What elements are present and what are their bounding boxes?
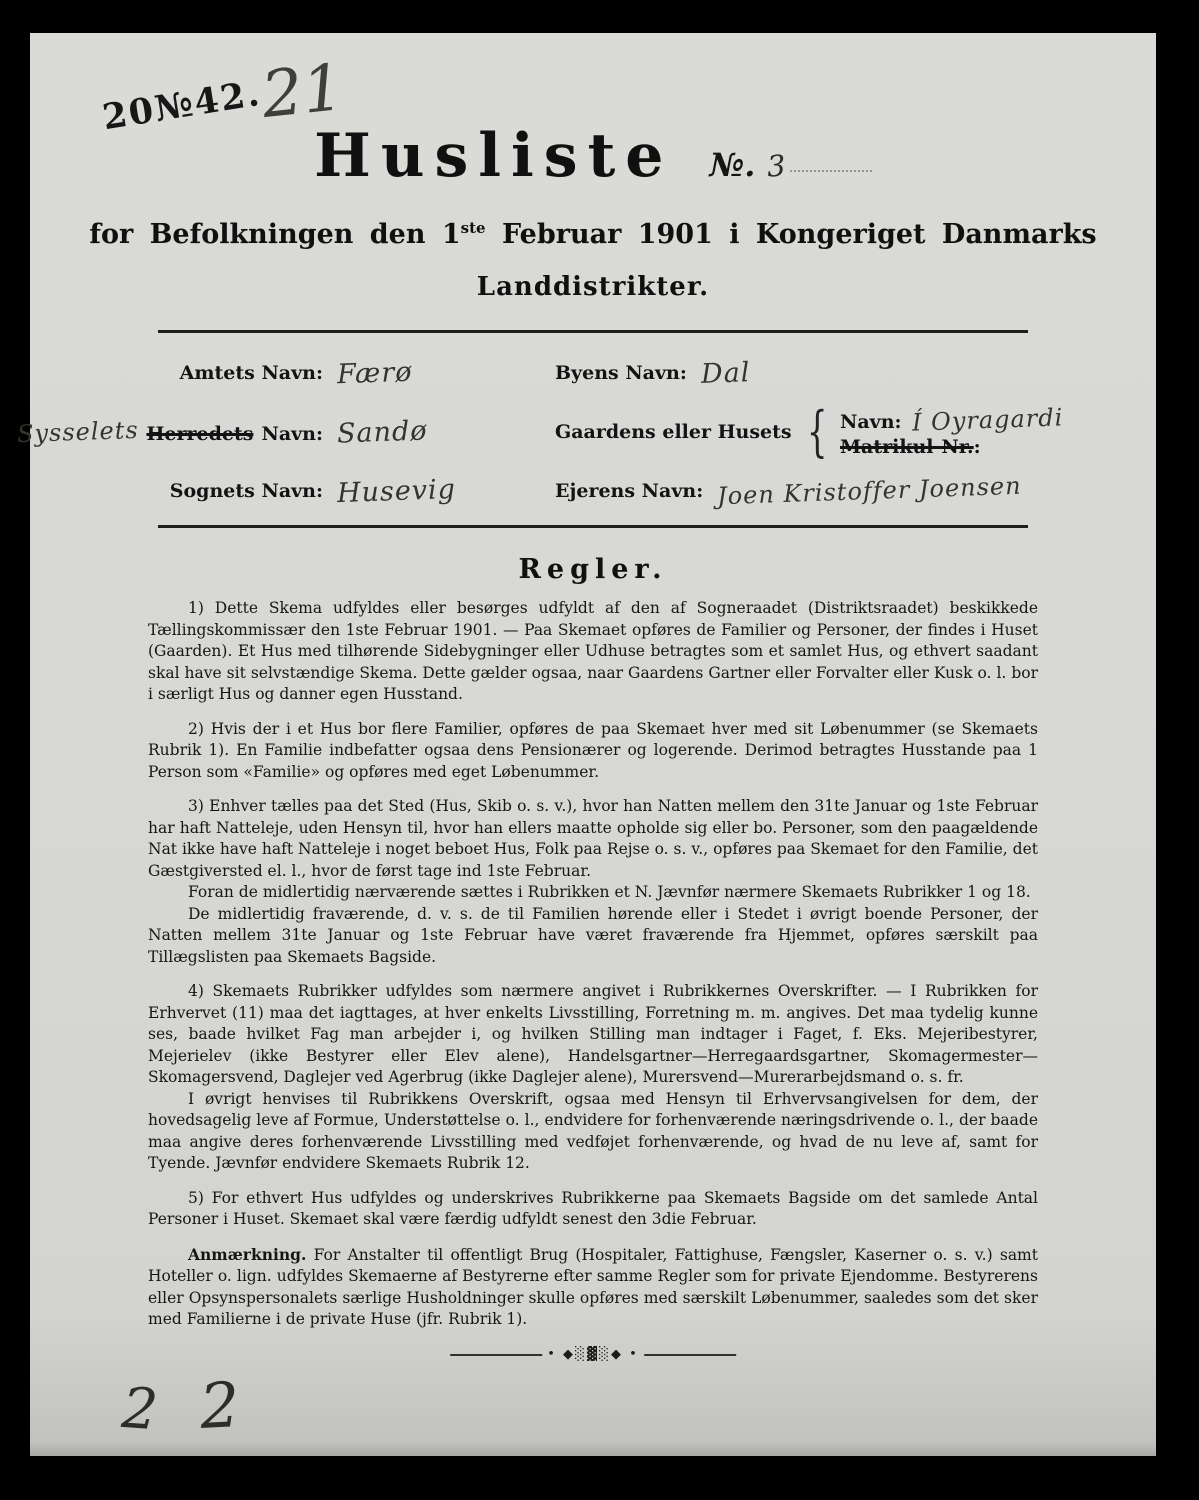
ejerens-navn-value: Joen Kristoffer Joensen [716,471,1023,511]
sysselets-handwritten: Sysselets [16,415,139,449]
rule-paragraph-3b: Foran de midlertidig nærværende sættes i Rubrikken et N. Jævnfør nærmere Skemaets Rubrikker 1 og 18. [188,883,1031,901]
handwritten-number-1: 2 [119,1375,160,1444]
title-number-label: №. [709,146,756,184]
amtets-navn-value: Færø [336,356,413,390]
rule-paragraph-4b: I øvrigt henvises til Rubrikkens Overskrift, ogsaa med Hensyn til Erhvervsangivelsen for dem, der hovedsagelig leve af Formue, Understøttelse o. l., endvidere for forhenværende næringsdrivende o. l., der baade maa angive deres forhenværende Livsstilling med vedføjet forhenværende, og hvad de nu leve af, samt for Tyende. Jævnfør endvidere Skemaets Rubrik 12. [148,1089,1038,1172]
byens-navn-value: Dal [700,356,751,390]
anmaerkning-text: For Anstalter til offentligt Brug (Hospitaler, Fattighuse, Fængsler, Kaserner o. s. v.) samt Hoteller o. lign. udfyldes Skemaerne af Bestyrerne efter samme Regler som for private Ejendomme. Bestyrerens eller Opsynspersonalets særlige Husholdninger skulle opføres med særskilt Løbenummer, saaledes som det sker med Familierne i de private Huse (jfr. Rubrik 1). [148,1245,1038,1328]
rule-paragraph-anmaerkning [148,1244,1038,1331]
subtitle-part1: for Befolkningen den 1 [89,219,461,250]
title-number-handwritten: 3 [766,148,788,184]
herredets-navn-label: Navn: [261,423,323,445]
rule-paragraph-4: 4) Skemaets Rubrikker udfyldes som nærmere angivet i Rubrikkernes Overskrifter. — I Rubrikken for Erhvervet (11) maa det iagttages, at hver enkelts Livsstilling, Forretning m. m. angives. Det maa tydelig kunne ses, baade hvilket Fag man arbejder i, og hvilken Stilling man indtager i Faget, f. Eks. Mejeribestyrer, Mejerielev (ikke Bestyrer eller Elev alene), Handelsgartner—Herregaardsgartner, Skomagermester—Skomagersvend, Daglejer ved Agerbrug (ikke Daglejer alene), Murersvend—Murerarbejdsmand o. s. fr. [148,982,1038,1086]
rule-paragraph-5: 5) For ethvert Hus udfyldes og underskrives Rubrikkerne paa Skemaets Bagside om det samlede Antal Personer i Huset. Skemaet skal være færdig udfyldt senest den 3die Februar. [148,1188,1038,1228]
horizontal-rule-top [158,330,1028,333]
handwritten-bottom-numbers [119,1368,241,1444]
regler-text [148,598,1038,1331]
form-right-column [555,347,1156,517]
gaardens-navn-label: Navn: [839,411,902,433]
form-fields [16,347,1156,517]
field-amtets-navn [55,347,555,399]
ornament-line-left [450,1354,542,1356]
herredets-navn-value: Sandø [336,414,429,450]
handwritten-page-number: 21 [258,50,348,134]
herredets-label-struck: Herredets [146,423,254,445]
gaardens-label: Gaardens eller Husets [555,421,792,443]
subtitle-superscript: ste [460,219,486,237]
title-number-underline [790,170,872,172]
form-subtitle [30,219,1156,250]
horizontal-rule-bottom [158,525,1028,528]
gaardens-stack [839,403,1064,458]
field-herredets-navn [16,399,555,465]
ornament-line-right [644,1354,736,1356]
handwritten-number-2: 2 [197,1368,241,1443]
rule-paragraph-3: 3) Enhver tælles paa det Sted (Hus, Skib o. s. v.), hvor han Natten mellem den 31te Januar og 1ste Februar har haft Natteleje, uden Hensyn til, hvor han ellers maatte opholde sig eller bo. Personer, som den paagældende Nat ikke have haft Natteleje i noget beboet Hus, Folk paa Rejse o. s. v., opføres paa Skemaet for den Familie, det Gæstgiversted el. l., hvor de først tage ind 1ste Februar. [148,797,1038,880]
gaardens-navn-value: Í Oyragardi [911,403,1064,437]
matrikul-nr-label-struck: Matrikul-Nr. [839,436,974,458]
subtitle-part2: Februar 1901 i Kongeriget Danmarks [485,219,1097,250]
matrikul-colon: : [973,436,981,458]
ejerens-navn-label: Ejerens Navn: [555,480,704,502]
ornament-center-icon: • ◆░▓░◆ • [547,1347,639,1362]
field-gaardens-navn [555,399,1156,465]
byens-navn-label: Byens Navn: [555,362,687,384]
rule-paragraph-1: 1) Dette Skema udfyldes eller besørges udfyldt af den af Sogneraadet (Distriktsraadet) beskikkede Tællingskommissær den 1ste Februar 1901. — Paa Skemaet opføres de Familier og Personer, der findes i Huset (Gaarden). Et Hus med tilhørende Sidebygninger eller Udhuse betragtes som et samlet Hus, og ethvert saadant skal have sit selvstændige Skema. Dette gælder ogsaa, naar Gaardens Gartner eller Forvalter eller Kusk o. l. bor i særligt Hus og danner egen Husstand. [148,599,1038,703]
rule-paragraph-2: 2) Hvis der i et Hus bor flere Familier, opføres de paa Skemaet hver med sit Løbenummer (se Skemaets Rubrik 1). En Familie indbefatter ogsaa dens Pensionærer og logerende. Derimod betragtes Husstande paa 1 Person som «Familie» og opføres med eget Løbenummer. [148,719,1038,781]
form-left-column [16,347,555,517]
regler-heading: Regler. [518,554,668,585]
divider-ornament [450,1347,736,1362]
rule-paragraph-3c: De midlertidig fraværende, d. v. s. de til Familien hørende eller i Stedet i øvrigt boende Personer, der Natten mellem 31te Januar og 1ste Februar have været fraværende fra Hjemmet, opføres særskilt paa Tillægslisten paa Skemaets Bagside. [148,904,1038,966]
title-husliste: Husliste [314,121,674,191]
field-byens-navn [555,347,1156,399]
anmaerkning-label: Anmærkning. [188,1244,307,1264]
field-sognets-navn [55,465,555,517]
brace-glyph: { [806,400,828,463]
field-ejerens-navn [555,465,1156,517]
sognets-navn-value: Husevig [336,473,457,509]
archive-stamp: 20№42. [99,72,264,139]
form-subtitle-line2: Landdistrikter. [476,272,710,302]
census-form-page [16,33,1156,1456]
amtets-navn-label: Amtets Navn: [179,362,323,384]
sognets-navn-label: Sognets Navn: [169,480,323,502]
